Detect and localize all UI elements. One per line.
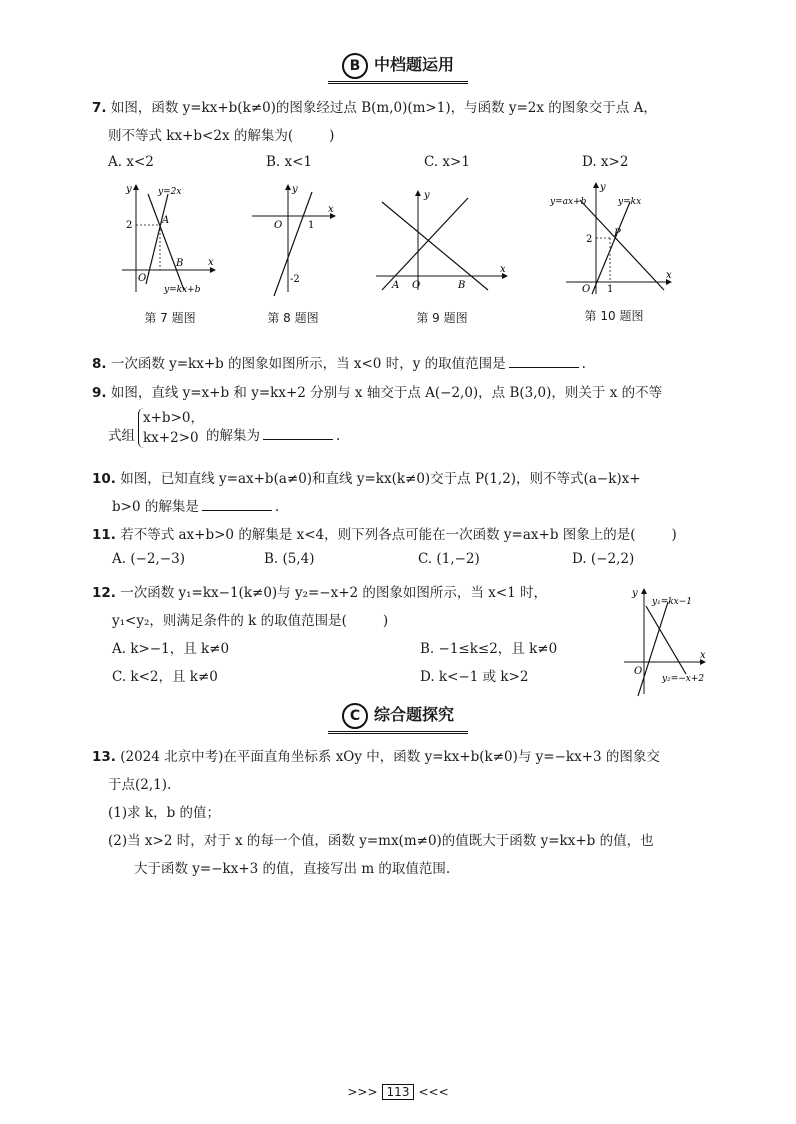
- graph-10-tick-1: 1: [607, 284, 614, 295]
- page-footer: [0, 1084, 796, 1100]
- q13-number: 13.: [92, 749, 116, 765]
- graph-10-x-label: x: [666, 270, 672, 281]
- section-b-underline: [328, 81, 468, 84]
- graph-10-label-kx: y=kx: [618, 197, 642, 207]
- section-c-badge: C: [342, 703, 368, 729]
- graph-10-origin: O: [582, 284, 591, 295]
- graph-10: [546, 178, 678, 298]
- graph-9: [372, 186, 512, 296]
- graph-12-origin: O: [634, 666, 643, 677]
- q10-number: 10.: [92, 471, 116, 487]
- graph-12-line-y2: [646, 606, 686, 674]
- q11-option-b[interactable]: B. (5,4): [264, 551, 315, 567]
- graph-12-label-y2: y₂=−x+2: [662, 674, 705, 684]
- q8-line: [92, 352, 586, 372]
- q12-stem: 一次函数 y₁=kx−1(k≠0)与 y₂=−x+2 的图象如图所示，当 x<1 时，: [120, 585, 548, 601]
- graph-7-label-2x: y=2x: [158, 187, 182, 197]
- graph-9-y-label: y: [424, 190, 430, 201]
- graph-8-x-label: x: [328, 204, 334, 215]
- graph-8-tick-minus2: -2: [290, 274, 300, 285]
- section-c-underline: [328, 731, 468, 734]
- graph-8-tick-1: 1: [308, 220, 315, 231]
- q12-options-row1: [112, 637, 557, 657]
- q11-option-d[interactable]: D. (−2,2): [572, 551, 635, 567]
- q9-number: 9.: [92, 385, 107, 401]
- graph-7-tick-2: 2: [126, 220, 133, 231]
- graph-7-point-b: B: [176, 258, 184, 269]
- graph-12-label-y1: y₁=kx−1: [652, 597, 693, 607]
- graph-12-y-label: y: [632, 588, 638, 599]
- q13-stem: (2024 北京中考)在平面直角坐标系 xOy 中，函数 y=kx+b(k≠0)与 y=−kx+3 的图象交: [120, 749, 660, 765]
- graph-10-line-axb: [580, 200, 664, 290]
- graph-10-caption: 第 10 题图: [584, 309, 644, 323]
- q11-options: [112, 551, 634, 567]
- graph-9-x-label: x: [500, 264, 506, 275]
- q13-sub2-line1: (2)当 x>2 时，对于 x 的每一个值，函数 y=mx(m≠0)的值既大于函数 y=kx+b 的值，也: [108, 833, 654, 849]
- q7-stem2: 则不等式 kx+b<2x 的解集为(: [108, 128, 294, 144]
- q11-option-a[interactable]: A. (−2,−3): [112, 551, 185, 567]
- q12-option-a[interactable]: A. k>−1，且 k≠0: [112, 641, 230, 657]
- q11-close: ): [671, 527, 677, 543]
- q7-options: [108, 154, 628, 170]
- graph-10-y-label: y: [600, 182, 606, 193]
- q11-number: 11.: [92, 527, 116, 543]
- q7-option-d[interactable]: D. x>2: [582, 154, 629, 170]
- q10-stem2: b>0 的解集是: [112, 499, 199, 515]
- q12-number: 12.: [92, 585, 116, 601]
- q9-end: .: [336, 428, 341, 444]
- footer-right-arrows: <<<: [418, 1085, 449, 1099]
- q13-line1: [92, 745, 660, 765]
- q9-tail: [206, 424, 340, 444]
- section-c-title: 综合题探究: [373, 705, 454, 724]
- section-b-badge: B: [342, 53, 368, 79]
- q13-sub1: (1)求 k，b 的值；: [108, 805, 221, 821]
- q9-stem: 如图，直线 y=x+b 和 y=kx+2 分别与 x 轴交于点 A(−2,0)，点 B(3,0)，则关于 x 的不等: [110, 385, 663, 401]
- graph-12-x-label: x: [700, 650, 706, 661]
- graph-8-origin: O: [274, 220, 283, 231]
- q7-line2: [108, 124, 334, 144]
- q7-number: 7.: [92, 100, 107, 116]
- section-b-title: 中档题运用: [373, 55, 454, 74]
- graph-10-label-axb: y=ax+b: [550, 197, 587, 207]
- q8-stem: 一次函数 y=kx+b 的图象如图所示，当 x<0 时，y 的取值范围是: [110, 356, 506, 372]
- q8-end: .: [581, 356, 586, 372]
- graph-12: [620, 584, 710, 698]
- q7-stem: 如图，函数 y=kx+b(k≠0)的图象经过点 B(m,0)(m>1)，与函数 y=2x 的图象交于点 A，: [110, 100, 657, 116]
- graph-9-caption: 第 9 题图: [416, 311, 468, 325]
- graph-7-y-label: y: [126, 184, 132, 195]
- q9-line1: [92, 381, 662, 401]
- q13-sub2-line2: 大于函数 y=−kx+3 的值，直接写出 m 的取值范围.: [134, 861, 451, 877]
- q11-option-c[interactable]: C. (1,−2): [418, 551, 480, 567]
- q9-answer-blank[interactable]: [263, 427, 333, 440]
- q12-line2: [112, 609, 388, 629]
- q9-prefix: 式组: [108, 428, 135, 444]
- q12-options-row2: [112, 665, 528, 685]
- q10-line2: [112, 495, 279, 515]
- graph-8-caption: 第 8 题图: [267, 311, 319, 325]
- section-c-header: [0, 702, 796, 734]
- q8-answer-blank[interactable]: [509, 355, 579, 368]
- q7-line1: [92, 96, 657, 116]
- graph-8-y-label: y: [292, 184, 298, 195]
- q9-post: 的解集为: [206, 428, 260, 444]
- q13-line2: 于点(2,1).: [108, 777, 172, 793]
- q12-line1: [92, 581, 547, 601]
- q9-inequality-system: [138, 408, 204, 448]
- graph-9-point-b: B: [458, 280, 466, 291]
- graph-7-line-kxb: [148, 194, 184, 290]
- q12-option-b[interactable]: B. −1≤k≤2，且 k≠0: [420, 641, 558, 657]
- q10-stem: 如图，已知直线 y=ax+b(a≠0)和直线 y=kx(k≠0)交于点 P(1,2)，则不等式(a−k)x+: [120, 471, 641, 487]
- q7-close: ): [329, 128, 335, 144]
- graph-9-line-b: [382, 202, 488, 290]
- q11-stem: 若不等式 ax+b>0 的解集是 x<4，则下列各点可能在一次函数 y=ax+b 图象上的是(: [120, 527, 636, 543]
- graph-9-origin: O: [412, 280, 421, 291]
- graph-8: [248, 180, 338, 300]
- q11-line1: [92, 523, 677, 543]
- q12-option-c[interactable]: C. k<2，且 k≠0: [112, 669, 218, 685]
- graph-9-point-a: A: [392, 280, 400, 291]
- graph-7-label-kxb: y=kx+b: [164, 285, 201, 295]
- page-number: 113: [382, 1084, 415, 1100]
- graph-7-origin: O: [138, 273, 147, 284]
- footer-left-arrows: >>>: [347, 1085, 378, 1099]
- q10-line1: [92, 467, 641, 487]
- graph-7: [118, 180, 218, 300]
- section-b-header: [0, 52, 796, 84]
- q9-inequality-2: kx+2>0: [143, 430, 199, 446]
- q10-answer-blank[interactable]: [202, 498, 272, 511]
- graph-7-x-label: x: [208, 257, 214, 268]
- q10-end: .: [274, 499, 280, 515]
- q9-inequality-1: x+b>0，: [143, 410, 204, 426]
- q7-option-b[interactable]: B. x<1: [266, 154, 313, 170]
- q12-close: ): [382, 613, 389, 629]
- q12-option-d[interactable]: D. k<−1 或 k>2: [420, 669, 529, 685]
- graph-10-point-p: P: [614, 228, 621, 239]
- graph-10-tick-2: 2: [586, 234, 593, 245]
- q7-option-a[interactable]: A. x<2: [108, 154, 154, 170]
- q12-stem2: y₁<y₂，则满足条件的 k 的取值范围是(: [112, 613, 347, 629]
- graph-7-caption: 第 7 题图: [144, 311, 196, 325]
- graph-7-point-a: A: [162, 215, 170, 226]
- q7-option-c[interactable]: C. x>1: [424, 154, 470, 170]
- q8-number: 8.: [92, 356, 107, 372]
